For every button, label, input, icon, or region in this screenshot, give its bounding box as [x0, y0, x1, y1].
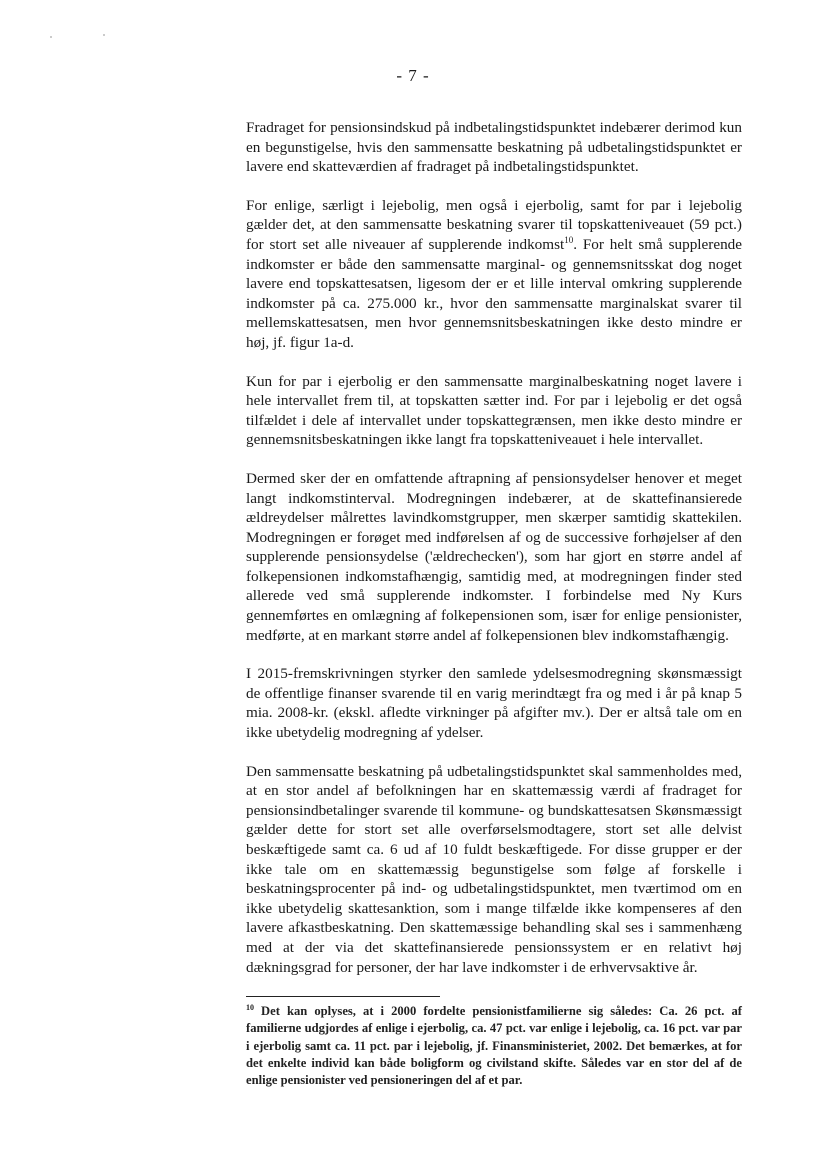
- footnote-text: Det kan oplyses, at i 2000 fordelte pensionistfamilierne sig således: Ca. 26 pct. af familierne udgjordes af enlige i ejerbolig, ca. 47 pct. var enlige i lejebolig, ca. 16 pct. var par i ejerbolig samt ca. 11 pct. par i lejebolig, jf. Finansministeriet, 2002. Det bemærkes, at for det enkelte individ kan både boligform og civilstand skifte. Således var en stor del af de enlige pensionister ved pensioneringen del af et par.: [246, 1004, 742, 1088]
- paragraph: Kun for par i ejerbolig er den sammensatte marginalbeskatning noget lavere i hele intervallet frem til, at topskatten sætter ind. For par i lejebolig er det også tilfældet i dele af intervallet under topskattegrænsen, men ikke desto mindre er gennemsnitsbeskatningen ikke langt fra topskatteniveauet i hele intervallet.: [246, 372, 742, 449]
- footnote: [246, 1003, 742, 1089]
- paragraph: Den sammensatte beskatning på udbetalingstidspunktet skal sammenholdes med, at en stor andel af befolkningen har en skattemæssig værdi af fradraget for pensionsindbetalinger svarende til kommune- og bundskattesatsen Skønsmæssigt gælder dette for stort set alle overførselsmodtagere, stort set alle delvist beskæftigede samt ca. 6 ud af 10 fuldt beskæftigede. For disse grupper er der ikke tale om en skattemæssig begunstigelse som følge af forskelle i beskatningsprocenter på ind- og udbetalingstidspunktet, men tværtimod om en ikke ubetydelig skattesanktion, som i mange tilfælde ikke kompenseres af den lavere afkastbeskatning. Den skattemæssige behandling skal ses i sammenhæng med at der via det skattefinansierede pensionssystem er en relativt høj dækningsgrad for personer, der har lave indkomster i de erhvervsaktive år.: [246, 762, 742, 976]
- scan-speck: [50, 36, 52, 38]
- footnote-reference[interactable]: 10: [564, 234, 574, 245]
- footnote-number: 10: [246, 1002, 254, 1012]
- body-text: [246, 118, 742, 996]
- scan-speck: [103, 34, 105, 36]
- paragraph: I 2015-fremskrivningen styrker den samlede ydelsesmodregning skønsmæssigt de offentlige finanser svarende til en varig merindtægt fra og med i år på knap 5 mia. 2008-kr. (ekskl. afledte virkninger på afgifter mv.). Der er altså tale om en ikke ubetydelig modregning af ydelser.: [246, 665, 742, 742]
- paragraph: Dermed sker der en omfattende aftrapning af pensionsydelser henover et meget langt indkomstinterval. Modregningen indebærer, at de skattefinansierede ældreydelser målrettes lavindkomstgrupper, men skærper samtidig skattekilen. Modregningen er forøget med indførelsen af og de successive forhøjelser af den supplerende pensionsydelse ('ældrechecken'), som har gjort en større andel af folkepensionen indkomstafhængig, samtidig med, at modregningen finder sted allerede ved små supplerende indkomster. I forbindelse med Ny Kurs gennemførtes en omlægning af folkepensionen som, især for enlige pensionister, medførte, at en markant større andel af folkepensionen blev indkomstafhængig.: [246, 469, 742, 644]
- paragraph-text: For enlige, særligt i lejebolig, men også i ejerbolig, samt for par i lejebolig gælder det, at den sammensatte beskatning svarer til topskatteniveauet (59 pct.) for stort set alle niveauer af supplerende indkomst: [246, 196, 742, 253]
- page-number: - 7 -: [396, 66, 430, 85]
- paragraph-text: . For helt små supplerende indkomster er både den sammensatte marginal- og gennemsnitsskat dog noget lavere end topskattesatsen, ligesom der er et lille interval omkring supplerende indkomster på ca. 275.000 kr., hvor den sammensatte marginalskat svarer til mellemskattesatsen, men hvor gennemsnitsbeskatningen ikke desto mindre er høj, jf. figur 1a-d.: [246, 235, 742, 351]
- paragraph: Fradraget for pensionsindskud på indbetalingstidspunktet indebærer derimod kun en begunstigelse, hvis den sammensatte beskatning på udbetalingstidspunktet er lavere end skatteværdien af fradraget på indbetalingstidspunktet.: [246, 119, 742, 176]
- paragraph: [246, 196, 742, 353]
- footnote-separator: [246, 996, 440, 997]
